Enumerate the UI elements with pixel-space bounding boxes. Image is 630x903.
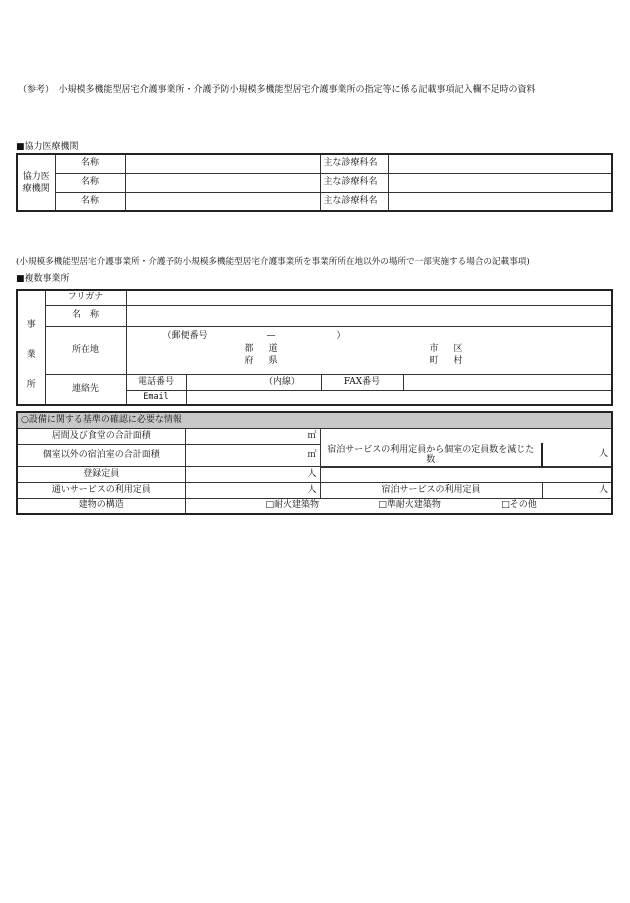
medical-dept-label: 主な診療科名 [320,192,388,211]
overnight-capacity-input[interactable] [542,482,612,498]
postal-label: （郵便番号 [162,331,208,341]
postal-close: ） [336,331,346,341]
fax-input[interactable] [403,374,612,390]
medical-dept-label: 主な診療科名 [320,154,388,173]
medical-dept-input[interactable] [388,173,612,192]
private-room-area-label: 個室以外の宿泊室の合計面積 [17,444,185,466]
location-input[interactable] [126,326,612,374]
registered-capacity-blank [320,466,612,482]
facilities-header: ○設備に関する基準の確認に必要な情報 [17,412,612,428]
living-dining-area-label: 居間及び食堂の合計面積 [17,428,185,444]
email-label: Email [126,390,186,405]
town-machi: 町 [429,356,439,366]
overnight-note-input[interactable] [542,443,613,467]
medical-name-label: 名称 [55,154,125,173]
site-group-label [17,290,45,405]
building-structure-label: 建物の構造 [17,498,185,514]
sqm-unit: ㎡ [307,430,317,441]
location-label: 所在地 [45,326,126,374]
multi-site-heading: ■複数事業所 [16,274,70,284]
medical-dept-label: 主な診療科名 [320,173,388,192]
person-unit: 人 [598,449,608,460]
cooperating-medical-table [16,153,613,212]
person-unit: 人 [598,484,608,495]
multi-site-note: (小規模多機能型居宅介護事業所・介護予防小規模多機能型居宅介護事業所を事業所所在地以外の場所で一部実施する場合の記載事項) [16,257,530,267]
pref-ken: 県 [268,356,278,366]
email-input[interactable] [186,390,612,405]
medical-name-input[interactable] [125,154,320,173]
sqm-unit: ㎡ [307,449,317,460]
pref-to: 都 [244,344,254,354]
medical-name-label: 名称 [55,173,125,192]
reference-title: （参考） 小規模多機能型居宅介護事業所・介護予防小規模多機能型居宅介護事業所の指定等に係る記載事項記入欄不足時の資料 [18,85,536,95]
site-char-1: 事 [26,319,36,330]
cooperating-medical-heading: ■協力医療機関 [16,142,79,152]
other-checkbox[interactable]: □その他 [501,500,537,511]
cooperating-medical-label: 協力医療機関 [17,154,55,211]
person-unit: 人 [307,468,317,479]
person-unit: 人 [307,484,317,495]
site-char-2: 業 [26,349,36,360]
fireproof-checkbox[interactable]: □耐火建築物 [265,500,320,511]
medical-name-input[interactable] [125,192,320,211]
postal-dash: — [266,331,276,341]
site-char-3: 所 [26,379,36,390]
pref-fu: 府 [244,356,254,366]
day-service-capacity-input[interactable] [185,482,320,498]
overnight-note-label: 宿泊サービスの利用定員から個室の定員数を減じた数 [321,443,542,467]
multi-site-table [16,289,613,406]
site-name-label: 名 称 [45,305,126,326]
medical-name-label: 名称 [55,192,125,211]
furigana-input[interactable] [126,290,612,305]
building-structure-options [185,498,612,514]
phone-label: 電話番号 [126,374,186,390]
registered-capacity-label: 登録定員 [17,466,185,482]
registered-capacity-input[interactable] [185,466,320,482]
phone-input[interactable] [186,374,321,390]
overnight-capacity-label: 宿泊サービスの利用定員 [320,482,542,498]
private-room-area-input[interactable] [185,444,320,466]
furigana-label: フリガナ [45,290,126,305]
overnight-note-table [320,443,613,468]
extension-label: （内線） [263,376,300,387]
day-service-capacity-label: 通いサービスの利用定員 [17,482,185,498]
pref-dou: 道 [268,344,278,354]
medical-dept-input[interactable] [388,154,612,173]
city-ku: 区 [453,344,463,354]
living-dining-area-input[interactable] [185,428,320,444]
medical-dept-input[interactable] [388,192,612,211]
village-mura: 村 [453,356,463,366]
medical-name-input[interactable] [125,173,320,192]
contact-label: 連絡先 [45,374,126,405]
semi-fireproof-checkbox[interactable]: □準耐火建築物 [378,500,441,511]
fax-label: FAX番号 [321,374,403,390]
city-shi: 市 [429,344,439,354]
site-name-input[interactable] [126,305,612,326]
